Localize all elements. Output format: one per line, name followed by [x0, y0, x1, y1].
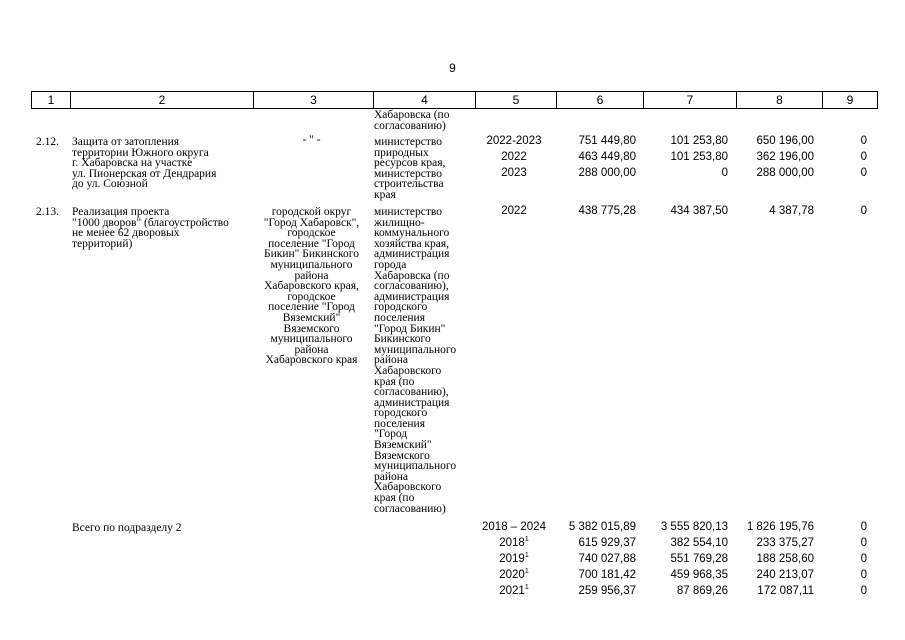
- column-8-value: 172 087,11: [757, 585, 814, 597]
- year-value: 2022-2023: [486, 135, 542, 147]
- executor-text-line: министерство: [374, 136, 442, 148]
- executor-text-line: города: [374, 258, 407, 271]
- participant-text-line: района: [294, 343, 329, 356]
- executor-text-line: министерство: [374, 167, 442, 180]
- executor-text-line: согласованию),: [374, 280, 449, 293]
- executor-text-line: поселения: [374, 311, 425, 324]
- event-name-line: территории Южного округа: [72, 146, 209, 159]
- executor-text-line: Хабаровского: [374, 481, 442, 494]
- continued-executor-text-line: Хабаровска (по: [374, 109, 450, 121]
- footnote-marker: 1: [524, 584, 529, 591]
- executor-text-line: природных: [374, 146, 429, 159]
- footnote-marker: 1: [524, 536, 529, 543]
- executor-text-line: согласованию),: [374, 386, 449, 399]
- row-number: [36, 137, 72, 148]
- total-value: 5 382 015,89: [568, 521, 636, 533]
- continued-executor-text-line: согласованию): [374, 119, 446, 132]
- executor-text-line: Вяземского: [374, 449, 430, 462]
- executor-text-line: хозяйства края,: [374, 237, 450, 250]
- column-8-value: 288 000,00: [756, 167, 814, 179]
- row-number-line: 2.12.: [36, 136, 59, 148]
- total-value: 463 449,80: [578, 151, 636, 163]
- row-number: [36, 207, 72, 218]
- executor-text-line: муниципального: [374, 460, 457, 473]
- executor-text-line: жилищно-: [374, 216, 425, 229]
- executor-text-line: муниципального: [374, 343, 457, 356]
- column-9-value: 0: [860, 205, 867, 217]
- event-name-line: ул. Пионерская от Дендрария: [72, 167, 217, 180]
- executor-text-line: администрация: [374, 396, 450, 409]
- participant-text-line: муниципального: [270, 258, 353, 271]
- column-7-value: 0: [721, 167, 728, 179]
- event-name-line: территорий): [72, 237, 133, 250]
- participant-text-line: Бикин" Бикинского: [264, 248, 359, 261]
- column-7-value: 382 554,10: [670, 537, 728, 549]
- executor-text-line: поселения: [374, 417, 425, 430]
- header-cell: 8: [737, 92, 823, 109]
- participant-text-line: "Город Хабаровск",: [263, 216, 360, 229]
- column-7-value: 459 968,35: [670, 569, 728, 581]
- participant-text-line: городской округ: [271, 206, 352, 218]
- total-value: 700 181,42: [578, 569, 636, 581]
- event-name: [72, 137, 252, 190]
- column-7-value: 101 253,80: [670, 151, 728, 163]
- executor-text-line: коммунального: [374, 227, 450, 240]
- executor-text-line: министерство: [374, 206, 442, 218]
- header-cell: 7: [644, 92, 737, 109]
- column-header-row: [31, 91, 878, 109]
- column-8-value: 240 213,07: [756, 569, 814, 581]
- header-cell: 4: [374, 92, 476, 109]
- column-8-value: 4 387,78: [769, 205, 814, 217]
- participant-text-line: - " -: [302, 134, 321, 146]
- executor-text-line: "Город: [374, 428, 408, 441]
- event-name-line: "1000 дворов" (благоустройство: [72, 216, 229, 229]
- executor-text-line: ресурсов края,: [374, 157, 446, 170]
- participant-text-line: Хабаровского края,: [264, 280, 359, 293]
- column-7-value: 3 555 820,13: [660, 521, 728, 533]
- total-value: 438 775,28: [578, 205, 636, 217]
- row-number-line: 2.13.: [36, 206, 59, 218]
- column-8-value: 650 196,00: [756, 135, 814, 147]
- participant-text: [252, 207, 371, 366]
- event-name-line: до ул. Союзной: [72, 178, 148, 191]
- executor-text-line: "Город Бикин": [374, 322, 446, 335]
- total-value: 259 956,37: [578, 585, 636, 597]
- executor-text-line: согласованию): [374, 502, 446, 515]
- column-9-value: 0: [860, 585, 867, 597]
- column-9-value: 0: [860, 537, 867, 549]
- footnote-marker: 1: [524, 568, 529, 575]
- column-9-value: 0: [860, 167, 867, 179]
- total-value: 288 000,00: [578, 167, 636, 179]
- executor-text-line: Бикинского: [374, 333, 431, 346]
- column-9-value: 0: [860, 569, 867, 581]
- executor-text-line: Вяземский": [374, 439, 432, 452]
- total-value: 751 449,80: [578, 135, 636, 147]
- event-name: [72, 207, 252, 249]
- executor-text-line: района: [374, 354, 409, 367]
- header-cell: 2: [71, 92, 254, 109]
- header-cell: 9: [823, 92, 878, 109]
- executor-text-line: администрация: [374, 290, 450, 303]
- executor-text-line: Хабаровского: [374, 364, 442, 377]
- continued-executor-text: [374, 110, 475, 131]
- year-value: 2021$^1$: [499, 584, 529, 597]
- column-7-value: 101 253,80: [670, 135, 728, 147]
- header-cell: 5: [476, 92, 557, 109]
- executor-text: [374, 207, 475, 514]
- participant-text-line: городское: [287, 227, 336, 240]
- executor-text-line: администрация: [374, 248, 450, 261]
- participant-text-line: Вяземского: [283, 322, 340, 335]
- executor-text: [374, 137, 475, 201]
- column-8-value: 188 258,60: [756, 553, 814, 565]
- executor-text-line: края: [374, 188, 396, 201]
- event-name-line: г. Хабаровска на участке: [72, 157, 193, 170]
- year-value: 2019$^1$: [499, 552, 529, 565]
- event-name-line: Реализация проекта: [72, 206, 170, 218]
- year-value: 2018$^1$: [499, 536, 529, 549]
- executor-text-line: края (по: [374, 492, 415, 505]
- column-9-value: 0: [860, 553, 867, 565]
- participant-text-line: района: [294, 269, 329, 282]
- total-value: 740 027,88: [578, 553, 636, 565]
- executor-text-line: городского: [374, 407, 428, 420]
- participant-text-line: муниципального: [270, 333, 353, 346]
- year-value: 2022: [501, 151, 527, 163]
- column-7-value: 551 769,28: [670, 553, 728, 565]
- participant-text-line: поселение "Город: [268, 237, 355, 250]
- column-8-value: 362 196,00: [756, 151, 814, 163]
- column-8-value: 233 375,27: [756, 537, 814, 549]
- year-value: 2018 – 2024: [482, 521, 546, 533]
- column-8-value: 1 826 195,76: [746, 521, 814, 533]
- column-9-value: 0: [860, 135, 867, 147]
- participant-text: [252, 135, 371, 146]
- column-7-value: 434 387,50: [670, 205, 728, 217]
- footnote-marker: 1: [524, 552, 529, 559]
- header-cell: 1: [32, 92, 71, 109]
- participant-text-line: городское: [287, 290, 336, 303]
- event-name-line: не менее 62 дворовых: [72, 227, 180, 240]
- participant-text-line: поселение "Город: [268, 301, 355, 314]
- executor-text-line: городского: [374, 301, 428, 314]
- executor-text-line: Хабаровска (по: [374, 269, 450, 282]
- executor-text-line: строительства: [374, 178, 444, 191]
- event-name-line: Защита от затопления: [72, 136, 180, 148]
- executor-text-line: края (по: [374, 375, 415, 388]
- executor-text-line: района: [374, 470, 409, 483]
- header-cell: 6: [557, 92, 644, 109]
- column-9-value: 0: [860, 521, 867, 533]
- column-9-value: 0: [860, 151, 867, 163]
- page-number: 9: [449, 61, 456, 75]
- participant-text-line: Хабаровского края: [265, 354, 358, 367]
- year-value: 2022: [501, 205, 527, 217]
- year-value: 2023: [501, 167, 527, 179]
- header-cell: 3: [254, 92, 374, 109]
- subsection-total-label: Всего по подразделу 2: [72, 522, 182, 534]
- total-value: 615 929,37: [578, 537, 636, 549]
- column-7-value: 87 869,26: [676, 585, 728, 597]
- year-value: 2020$^1$: [499, 568, 529, 581]
- participant-text-line: Вяземский": [282, 311, 341, 324]
